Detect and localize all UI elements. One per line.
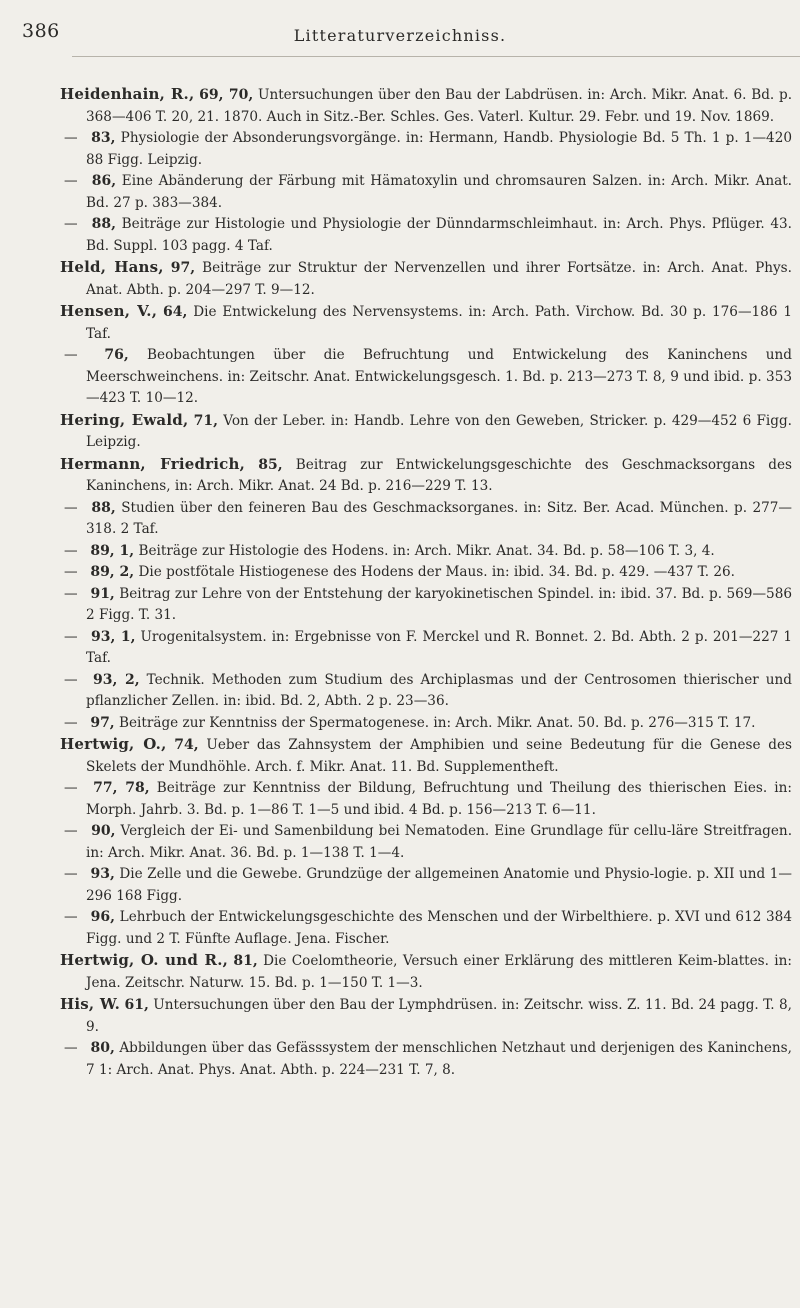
entry-author: Hertwig, O., — [60, 735, 167, 753]
entry-author: — — [64, 866, 78, 882]
bibliography-entry — [60, 171, 792, 214]
entry-author: — — [64, 585, 78, 602]
entry-text: Beiträge zur Struktur der Nervenzellen und ihrer Fortsätze. in: Arch. Anat. Phys. Anat. Abth. p. 204—297 T. 9—12. — [86, 260, 792, 298]
bibliography-entry — [60, 713, 792, 735]
entry-text: Beitrag zur Lehre von der Entstehung der karyokinetischen Spindel. in: ibid. 37. Bd. p. 569—586 2 Figg. T. 31. — [86, 585, 792, 623]
bibliography-entry — [60, 584, 792, 627]
entry-year-number: 89, 1, — [90, 542, 135, 559]
bibliography-entry — [60, 214, 792, 257]
bibliography-entry — [60, 670, 792, 713]
entry-author: — — [64, 542, 78, 559]
bibliography-entry — [60, 734, 792, 778]
entry-text: Beiträge zur Kenntniss der Spermatogenese. in: Arch. Mikr. Anat. 50. Bd. p. 276—315 T. 17. — [119, 714, 756, 731]
entry-text: Die Zelle und die Gewebe. Grundzüge der allgemeinen Anatomie und Physio-logie. p. XII und 1—296 168 Figg. — [86, 866, 792, 904]
entry-author: — — [64, 564, 78, 580]
entry-text: Untersuchungen über den Bau der Labdrüsen. in: Arch. Mikr. Anat. 6. Bd. p. 368—406 T. 20, 21. 1870. Auch in Sitz.-Ber. Schles. Ges. Vaterl. Kultur. 29. Febr. und 19. Nov. 1869. — [86, 87, 793, 125]
entry-year-number: 61, — [124, 997, 149, 1013]
entry-text: Vergleich der Ei- und Samenbildung bei Nematoden. Eine Grundlage für cellu-läre Streitfragen. in: Arch. Mikr. Anat. 36. Bd. p. 1—138 T. 1—4. — [86, 823, 793, 861]
entry-year-number: 97, — [170, 260, 196, 276]
entry-author: Hering, Ewald, — [60, 410, 189, 429]
bibliography-entry — [60, 84, 792, 128]
entry-year-number: 97, — [90, 714, 115, 731]
entry-author: — — [64, 714, 78, 731]
bibliography-list — [60, 84, 792, 1081]
entry-year-number: 89, 2, — [90, 564, 135, 580]
entry-year-number: 86, — [91, 173, 117, 189]
entry-year-number: 93, — [90, 866, 115, 882]
entry-author: Heidenhain, R., — [60, 85, 195, 103]
entry-text: Lehrbuch der Entwickelungsgeschichte des Menschen und der Wirbelthiere. p. XVI und 612 384 Figg. und 2 T. Fünfte Auflage. Jena. Fischer. — [86, 909, 792, 947]
bibliography-entry — [60, 1038, 792, 1081]
bibliography-entry — [60, 128, 792, 171]
header-rule — [72, 56, 800, 57]
bibliography-entry — [60, 454, 792, 498]
entry-author: — — [64, 216, 78, 232]
bibliography-entry — [60, 301, 792, 345]
entry-author: — — [64, 173, 78, 189]
bibliography-entry — [60, 821, 792, 864]
entry-text: Abbildungen über das Gefässsystem der menschlichen Netzhaut und derjenigen des Kaninchens, 7 1: Arch. Anat. Phys. Anat. Abth. p. 224—231 T. 7, 8. — [86, 1040, 792, 1078]
entry-year-number: 88, — [91, 499, 116, 516]
entry-text: Eine Abänderung der Färbung mit Hämatoxylin und chromsauren Salzen. in: Arch. Mikr. Anat. Bd. 27 p. 383—384. — [86, 173, 792, 211]
entry-text: Beiträge zur Histologie und Physiologie der Dünndarmschleimhaut. in: Arch. Phys. Pflüger. 43. Bd. Suppl. 103 pagg. 4 Taf. — [86, 216, 792, 254]
entry-text: Die Entwickelung des Nervensystems. in: Arch. Path. Virchow. Bd. 30 p. 176—186 1 Taf. — [86, 304, 792, 342]
entry-year-number: 85, — [258, 456, 283, 473]
entry-text: Physiologie der Absonderungsvorgänge. in: Hermann, Handb. Physiologie Bd. 5 Th. 1 p. 1—420 88 Figg. Leipzig. — [86, 130, 792, 168]
entry-author: — — [64, 780, 78, 796]
entry-text: Technik. Methoden zum Studium des Archiplasmas und der Centrosomen thierischer und pflanzlicher Zellen. in: ibid. Bd. 2, Abth. 2 p. 23—36. — [86, 671, 792, 709]
entry-text: Beiträge zur Kenntniss der Bildung, Befruchtung und Theilung des thierischen Eies. in: Morph. Jahrb. 3. Bd. p. 1—86 T. 1—5 und ibid. 4 Bd. p. 156—213 T. 6—11. — [86, 780, 792, 818]
bibliography-entry — [60, 410, 792, 454]
entry-year-number: 96, — [90, 909, 116, 925]
bibliography-entry — [60, 907, 792, 950]
entry-author: — — [64, 671, 78, 688]
entry-author: — — [64, 909, 78, 925]
entry-author: Hertwig, O. und R., — [60, 951, 229, 969]
entry-text: Urogenitalsystem. in: Ergebnisse von F. Merckel und R. Bonnet. 2. Bd. Abth. 2 p. 201—227 1 Taf. — [86, 628, 793, 666]
bibliography-entry — [60, 950, 792, 994]
entry-year-number: 76, — [104, 347, 129, 363]
page-number: 386 — [22, 20, 60, 42]
entry-year-number: 74, — [174, 737, 199, 753]
entry-author: His, W. — [60, 995, 121, 1013]
entry-text: Die postfötale Histiogenese des Hodens der Maus. in: ibid. 34. Bd. p. 429. —437 T. 26. — [138, 564, 735, 580]
entry-text: Studien über den feineren Bau des Geschmacksorganes. in: Sitz. Ber. Acad. München. p. 277—318. 2 Taf. — [86, 499, 792, 537]
entry-year-number: 81, — [233, 953, 258, 969]
entry-text: Ueber das Zahnsystem der Amphibien und seine Bedeutung für die Genese des Skelets der Mundhöhle. Arch. f. Mikr. Anat. 11. Bd. Supplementheft. — [86, 737, 792, 775]
entry-year-number: 71, — [193, 412, 218, 429]
entry-year-number: 93, 2, — [93, 671, 140, 688]
running-title: Litteraturverzeichniss. — [293, 26, 507, 45]
bibliography-entry — [60, 541, 792, 563]
entry-author: — — [64, 628, 78, 645]
bibliography-entry — [60, 257, 792, 301]
entry-year-number: 77, 78, — [93, 780, 150, 796]
entry-year-number: 90, — [91, 823, 116, 839]
entry-year-number: 91, — [90, 585, 115, 602]
entry-text: Beiträge zur Histologie des Hodens. in: Arch. Mikr. Anat. 34. Bd. p. 58—106 T. 3, 4. — [138, 542, 715, 559]
entry-author: Hermann, Friedrich, — [60, 454, 246, 473]
entry-text: Die Coelomtheorie, Versuch einer Erklärung des mittleren Keim-blattes. in: Jena. Zeitschr. Naturw. 15. Bd. p. 1—150 T. 1—3. — [86, 953, 792, 991]
bibliography-entry — [60, 498, 792, 541]
entry-author: — — [64, 499, 78, 516]
entry-year-number: 80, — [90, 1040, 115, 1056]
bibliography-entry — [60, 562, 792, 584]
entry-text: Beobachtungen über die Befruchtung und Entwickelung des Kaninchens und Meerschweinchens. in: Zeitschr. Anat. Entwickelungsgesch. 1. Bd. p. 213—273 T. 8, 9 und ibid. p. 353—423 T. 10—12. — [86, 347, 792, 406]
entry-author: — — [64, 347, 78, 363]
entry-text: Untersuchungen über den Bau der Lymphdrüsen. in: Zeitschr. wiss. Z. 11. Bd. 24 pagg. T. 8, 9. — [86, 997, 792, 1035]
entry-text: Von der Leber. in: Handb. Lehre von den Geweben, Stricker. p. 429—452 6 Figg. Leipzig. — [86, 412, 793, 450]
entry-author: Held, Hans, — [60, 258, 164, 276]
entry-year-number: 83, — [91, 130, 116, 146]
bibliography-entry — [60, 627, 792, 670]
bibliography-entry — [60, 345, 792, 410]
entry-author: — — [64, 1040, 78, 1056]
bibliography-entry — [60, 994, 792, 1038]
bibliography-entry — [60, 778, 792, 821]
entry-author: Hensen, V., — [60, 302, 158, 320]
entry-author: — — [64, 130, 78, 146]
entry-year-number: 64, — [163, 304, 188, 320]
entry-year-number: 69, 70, — [199, 87, 254, 103]
entry-year-number: 88, — [91, 216, 117, 232]
entry-author: — — [64, 823, 78, 839]
entry-text: Beitrag zur Entwickelungsgeschichte des Geschmacksorgans des Kaninchens, in: Arch. Mikr. Anat. 24 Bd. p. 216—229 T. 13. — [86, 456, 792, 494]
entry-year-number: 93, 1, — [90, 628, 136, 645]
bibliography-entry — [60, 864, 792, 907]
